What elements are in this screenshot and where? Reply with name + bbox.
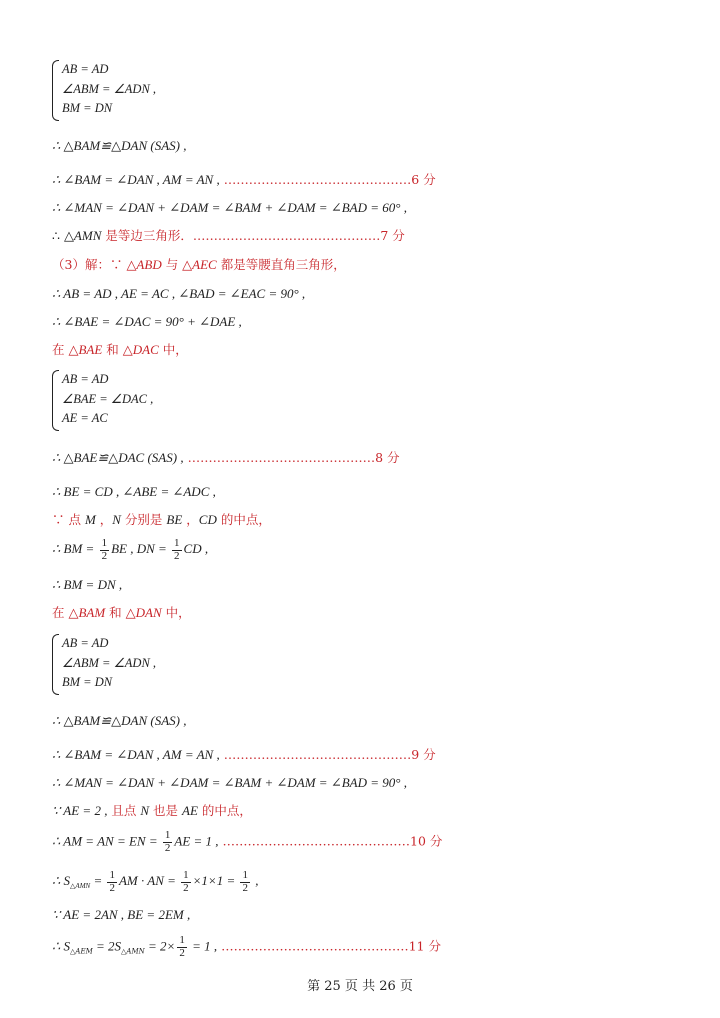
fraction-numerator: 1 bbox=[109, 869, 115, 881]
math-text: = bbox=[90, 873, 106, 889]
math-text: ∴ ∠BAM = ∠DAN , AM = AN , bbox=[52, 747, 220, 762]
math-text: ∴ ∠BAM = ∠DAN , AM = AN , bbox=[52, 172, 220, 187]
system-eq: ∠ABM = ∠ADN , bbox=[62, 655, 157, 670]
fraction-denominator: 2 bbox=[174, 549, 180, 562]
fraction-half bbox=[181, 870, 191, 894]
math-text: △AEC bbox=[182, 257, 217, 272]
fraction-half bbox=[163, 830, 173, 854]
fraction-half bbox=[107, 870, 117, 894]
fraction-denominator: 2 bbox=[109, 881, 115, 894]
score-marker: ………………………………………11 分 bbox=[217, 938, 441, 954]
fraction-denominator: 2 bbox=[179, 946, 185, 959]
score-marker: 是等边三角形．………………………………………7 分 bbox=[101, 228, 405, 243]
red-text: 且点 bbox=[107, 803, 141, 818]
fraction-numerator: 1 bbox=[164, 829, 171, 841]
proof-line: ∴ ∠MAN = ∠DAN + ∠DAM = ∠BAM + ∠DAM = ∠BAD = 90° , bbox=[52, 775, 407, 790]
fraction-half bbox=[177, 935, 187, 959]
subscript: △AEM bbox=[70, 947, 93, 956]
red-text: 和 bbox=[102, 342, 123, 357]
proof-line bbox=[52, 229, 405, 243]
system-eq: BM = DN bbox=[62, 675, 113, 689]
equation-system-2 bbox=[52, 370, 153, 429]
math-text: AE = 1 , bbox=[174, 833, 219, 849]
red-text: 与 bbox=[161, 257, 183, 272]
math-text: △DAN bbox=[125, 605, 162, 620]
red-text: 的中点， bbox=[216, 512, 271, 527]
red-text: 都是等腰直角三角形， bbox=[216, 257, 346, 272]
math-text: BE bbox=[166, 512, 183, 527]
score-marker: ………………………………………9 分 bbox=[219, 747, 436, 762]
score-marker: ………………………………………10 分 bbox=[218, 833, 443, 849]
proof-line: ∴ ∠BAE = ∠DAC = 90° + ∠DAE , bbox=[52, 314, 242, 329]
proof-line bbox=[52, 830, 442, 854]
proof-line bbox=[52, 343, 188, 357]
red-text: 和 bbox=[105, 605, 126, 620]
math-text: ∵ AE = 2 , bbox=[52, 803, 108, 818]
fraction-half bbox=[240, 870, 250, 894]
system-eq: ∠ABM = ∠ADN , bbox=[62, 81, 157, 96]
red-text: （3）解：∵ bbox=[52, 257, 127, 272]
math-text: ∴ △BAE≌△DAC (SAS) , bbox=[52, 450, 184, 465]
subscript: △AMN bbox=[70, 882, 91, 891]
fraction-numerator: 1 bbox=[174, 537, 180, 549]
math-text: CD bbox=[198, 512, 217, 527]
red-text: ∵ 点 bbox=[52, 512, 85, 527]
fraction-numerator: 1 bbox=[183, 869, 189, 881]
red-text: 的中点， bbox=[197, 803, 252, 818]
math-text: △DAC bbox=[122, 342, 159, 357]
fraction-numerator: 1 bbox=[179, 934, 185, 946]
fraction-half bbox=[172, 538, 182, 562]
math-text: CD , bbox=[183, 541, 209, 557]
math-text: △BAM bbox=[68, 605, 106, 620]
red-text: 在 bbox=[52, 342, 69, 357]
system-eq: ∠BAE = ∠DAC , bbox=[62, 391, 154, 406]
math-text: AE bbox=[182, 803, 198, 818]
system-eq: AB = AD bbox=[62, 372, 109, 386]
math-text: △BAE bbox=[68, 342, 103, 357]
math-text: = 2S bbox=[92, 938, 122, 954]
fraction-numerator: 1 bbox=[101, 537, 108, 549]
system-eq: BM = DN bbox=[62, 101, 113, 115]
math-text: AM · AN = bbox=[118, 873, 180, 889]
left-brace bbox=[52, 634, 59, 695]
proof-line: ∴ AB = AD , AE = AC , ∠BAD = ∠EAC = 90° , bbox=[52, 286, 306, 301]
subscript: △AMN bbox=[121, 947, 145, 956]
red-text: 分别是 bbox=[120, 512, 167, 527]
proof-line: ∴ BE = CD , ∠ABE = ∠ADC , bbox=[52, 484, 216, 499]
proof-line bbox=[52, 748, 436, 762]
math-text: ×1×1 = bbox=[192, 873, 239, 889]
proof-line: ∴ △BAM≌△DAN (SAS) , bbox=[52, 713, 187, 728]
system-eq: AE = AC bbox=[62, 411, 108, 425]
proof-line bbox=[52, 173, 436, 187]
math-text: M bbox=[84, 512, 96, 527]
fraction-numerator: 1 bbox=[242, 869, 248, 881]
score-marker: ………………………………………6 分 bbox=[219, 172, 436, 187]
left-brace bbox=[52, 370, 59, 431]
proof-line bbox=[52, 513, 271, 527]
red-text: 中， bbox=[161, 605, 191, 620]
math-text: N bbox=[112, 512, 121, 527]
proof-line bbox=[52, 804, 252, 818]
proof-line: ∴ ∠MAN = ∠DAN + ∠DAM = ∠BAM + ∠DAM = ∠BAD = 60° , bbox=[52, 200, 407, 215]
equation-system-1 bbox=[52, 60, 156, 119]
fraction-denominator: 2 bbox=[242, 881, 248, 894]
red-text: ， bbox=[95, 512, 113, 527]
math-text: ∴ S bbox=[52, 938, 71, 954]
proof-line bbox=[52, 935, 441, 959]
page-footer: 第 25 页 共 26 页 bbox=[307, 979, 413, 994]
math-text: BE , DN = bbox=[111, 541, 171, 557]
proof-line bbox=[52, 451, 400, 465]
left-brace bbox=[52, 60, 59, 121]
math-text: ∴ AM = AN = EN = bbox=[52, 833, 161, 849]
math-text: = 2× bbox=[144, 938, 176, 954]
score-marker: ………………………………………8 分 bbox=[183, 450, 400, 465]
proof-line: ∴ △BAM≌△DAN (SAS) , bbox=[52, 138, 187, 153]
fraction-denominator: 2 bbox=[164, 841, 171, 854]
fraction-denominator: 2 bbox=[101, 549, 108, 562]
math-text: ∴ S bbox=[52, 873, 71, 889]
system-eq: AB = AD bbox=[62, 62, 109, 76]
math-text: N bbox=[140, 803, 150, 818]
math-text: = 1 , bbox=[188, 938, 218, 954]
red-text: 也是 bbox=[149, 803, 183, 818]
math-text: ∴ BM = bbox=[52, 541, 98, 557]
system-eq: AB = AD bbox=[62, 636, 109, 650]
red-text: ， bbox=[182, 512, 199, 527]
part-3-heading bbox=[52, 258, 346, 272]
proof-line bbox=[52, 606, 191, 620]
proof-line bbox=[52, 538, 208, 562]
proof-line: ∴ BM = DN , bbox=[52, 577, 123, 592]
therefore-symbol: ∴ bbox=[52, 228, 64, 243]
fraction-denominator: 2 bbox=[183, 881, 189, 894]
red-text: 在 bbox=[52, 605, 69, 620]
red-text: 中， bbox=[158, 342, 188, 357]
math-text: △AMN bbox=[63, 228, 102, 243]
math-text: , bbox=[251, 873, 259, 889]
fraction-half bbox=[100, 538, 110, 562]
proof-line: ∵ AE = 2AN , BE = 2EM , bbox=[52, 907, 191, 922]
math-text: △ABD bbox=[126, 257, 162, 272]
proof-line bbox=[52, 870, 258, 894]
equation-system-3 bbox=[52, 634, 156, 693]
